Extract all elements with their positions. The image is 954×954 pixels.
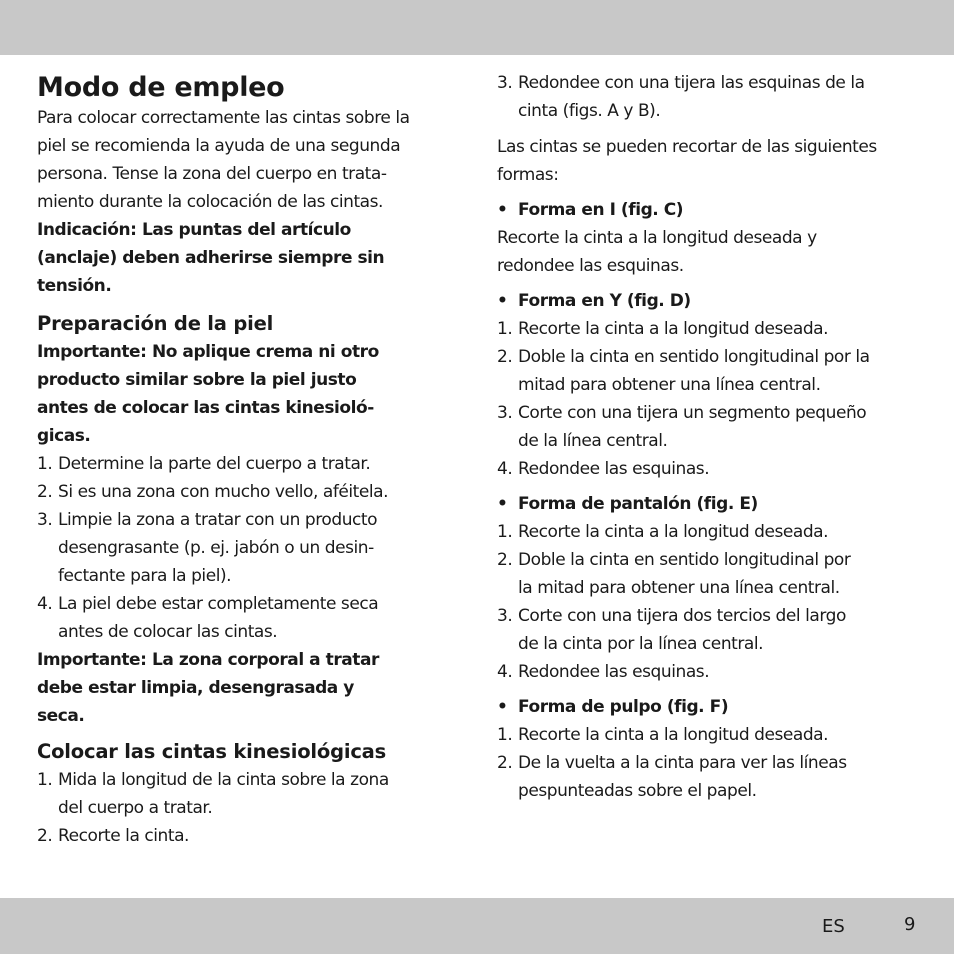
form-octopus-block [497, 693, 847, 805]
list-item: 3. Corte con una tijera dos tercios del largo [497, 606, 846, 626]
list-item: de la cinta por la línea central. [518, 634, 764, 654]
list-item: 3. Limpie la zona a tratar con un producto [37, 510, 378, 530]
section-heading: Preparación de la piel [37, 312, 274, 335]
list-item: 2. Doble la cinta en sentido longitudinal por la [497, 347, 870, 367]
bullet-heading: • Forma en Y (fig. D) [497, 291, 691, 311]
text-line: Recorte la cinta a la longitud deseada y [497, 228, 817, 248]
list-item: mitad para obtener una línea central. [518, 375, 821, 395]
page-number: 9 [904, 914, 916, 935]
section-heading: Colocar las cintas kinesiológicas [37, 740, 387, 763]
text-line: Para colocar correctamente las cintas sobre la [37, 108, 410, 128]
list-item: 3. Corte con una tijera un segmento pequeño [497, 403, 867, 423]
step-3-block [497, 69, 865, 125]
list-item: de la línea central. [518, 431, 668, 451]
list-item: 2. Recorte la cinta. [37, 826, 189, 846]
intro-paragraph [37, 104, 410, 300]
list-item: 1. Determine la parte del cuerpo a tratar. [37, 454, 371, 474]
list-item: 4. La piel debe estar completamente seca [37, 594, 379, 614]
important-line: antes de colocar las cintas kinesioló- [37, 398, 374, 418]
bullet-heading: • Forma de pantalón (fig. E) [497, 494, 758, 514]
important-line: gicas. [37, 426, 91, 446]
list-item: fectante para la piel). [58, 566, 232, 586]
note-line: (anclaje) deben adherirse siempre sin [37, 248, 385, 268]
list-item: 1. Recorte la cinta a la longitud deseada. [497, 522, 829, 542]
important-line: Importante: No aplique crema ni otro [37, 342, 379, 362]
list-item: cinta (figs. A y B). [518, 101, 661, 121]
header-band [0, 0, 954, 55]
forms-intro [497, 133, 877, 189]
list-item: antes de colocar las cintas. [58, 622, 278, 642]
important-line: seca. [37, 706, 85, 726]
list-item: 3. Redondee con una tijera las esquinas de la [497, 73, 865, 93]
text-line: piel se recomienda la ayuda de una segunda [37, 136, 401, 156]
language-code: ES [822, 916, 845, 937]
list-item: 1. Mida la longitud de la cinta sobre la zona [37, 770, 389, 790]
text-line: miento durante la colocación de las cintas. [37, 192, 383, 212]
list-item: desengrasante (p. ej. jabón o un desin- [58, 538, 374, 558]
form-pant-block [497, 490, 850, 686]
list-item: 1. Recorte la cinta a la longitud deseada. [497, 319, 829, 339]
list-item: la mitad para obtener una línea central. [518, 578, 840, 598]
bullet-heading: • Forma de pulpo (fig. F) [497, 697, 729, 717]
list-item: 1. Recorte la cinta a la longitud deseada. [497, 725, 829, 745]
important-line: Importante: La zona corporal a tratar [37, 650, 379, 670]
bullet-heading: • Forma en I (fig. C) [497, 200, 684, 220]
note-line: Indicación: Las puntas del artículo [37, 220, 351, 240]
important-line: debe estar limpia, desengrasada y [37, 678, 354, 698]
form-y-block [497, 287, 870, 483]
important-line: producto similar sobre la piel justo [37, 370, 357, 390]
note-line: tensión. [37, 276, 112, 296]
form-i-block [497, 196, 817, 280]
list-item: 4. Redondee las esquinas. [497, 662, 710, 682]
page-title: Modo de empleo [37, 72, 285, 103]
footer-band [0, 898, 954, 954]
text-line: Las cintas se pueden recortar de las siguientes [497, 137, 877, 157]
apply-section [37, 738, 389, 850]
text-line: persona. Tense la zona del cuerpo en trata- [37, 164, 387, 184]
text-line: redondee las esquinas. [497, 256, 684, 276]
list-item: 2. De la vuelta a la cinta para ver las líneas [497, 753, 847, 773]
text-line: formas: [497, 165, 559, 185]
skin-prep-section [37, 310, 388, 730]
list-item: del cuerpo a tratar. [58, 798, 213, 818]
list-item: 2. Doble la cinta en sentido longitudinal por [497, 550, 851, 570]
list-item: 4. Redondee las esquinas. [497, 459, 710, 479]
list-item: pespunteadas sobre el papel. [518, 781, 757, 801]
list-item: 2. Si es una zona con mucho vello, aféitela. [37, 482, 389, 502]
